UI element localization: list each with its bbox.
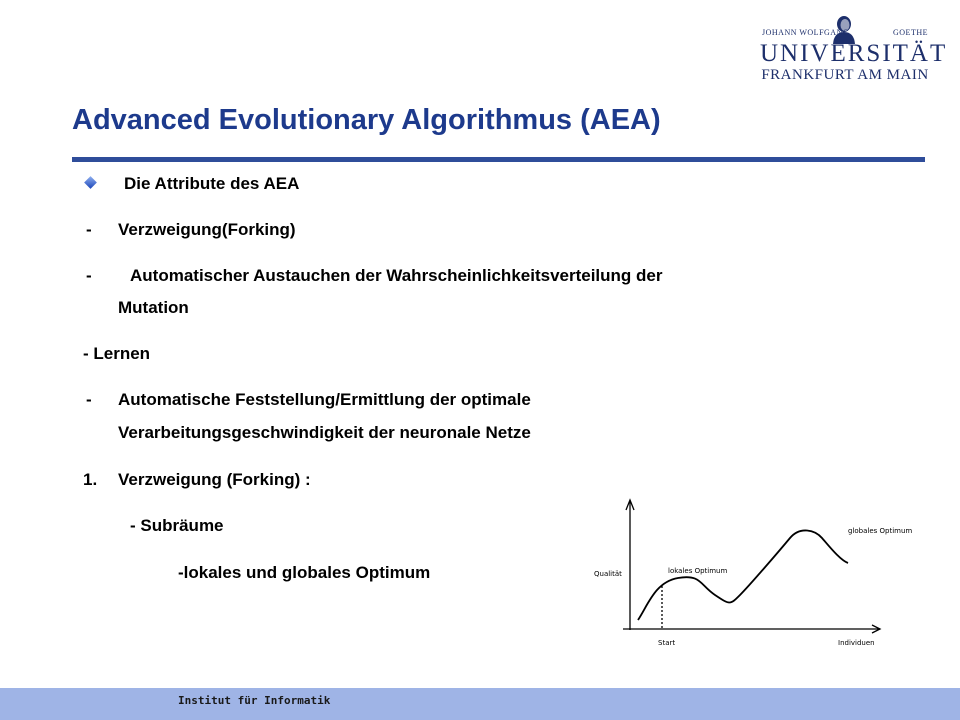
logo-city: FRANKFURT AM MAIN [761, 67, 929, 83]
start-label: Start [658, 639, 676, 647]
quality-curve [638, 530, 848, 620]
slide-title: Advanced Evolutionary Algorithmus (AEA) [72, 104, 661, 136]
university-logo [760, 14, 948, 84]
text-line: Verarbeitungsgeschwindigkeit der neuronale Netze [118, 423, 531, 442]
dash-marker: - [86, 390, 92, 409]
text-line: Mutation [118, 298, 189, 317]
global-optimum-label: globales Optimum [848, 527, 913, 535]
local-optimum-label: lokales Optimum [668, 567, 728, 575]
text-line: - Subräume [130, 516, 224, 535]
x-axis-label: Individuen [838, 639, 875, 647]
title-divider [72, 157, 925, 162]
logo-university: UNIVERSITÄT [760, 40, 948, 67]
optimum-graph [590, 490, 913, 665]
bullet-heading: Die Attribute des AEA [124, 174, 300, 193]
text-line: - Lernen [83, 344, 151, 363]
list-number: 1. [83, 470, 98, 489]
dash-marker: - [86, 266, 92, 285]
text-line: -lokales und globales Optimum [178, 563, 431, 582]
text-line: Verzweigung (Forking) : [118, 470, 311, 489]
logo-top-left: JOHANN WOLFGANG [762, 28, 850, 37]
text-line: Verzweigung(Forking) [118, 220, 296, 239]
logo-top-right: GOETHE [893, 28, 928, 37]
y-axis-label: Qualität [594, 570, 622, 578]
footer-text: Institut für Informatik [178, 694, 331, 707]
bullet-diamond-icon [84, 176, 97, 189]
footer-bar [0, 688, 960, 720]
text-line: Automatische Feststellung/Ermittlung der optimale [118, 390, 531, 409]
dash-marker: - [86, 220, 92, 239]
text-line: Automatischer Austauchen der Wahrscheinlichkeitsverteilung der [130, 266, 663, 285]
